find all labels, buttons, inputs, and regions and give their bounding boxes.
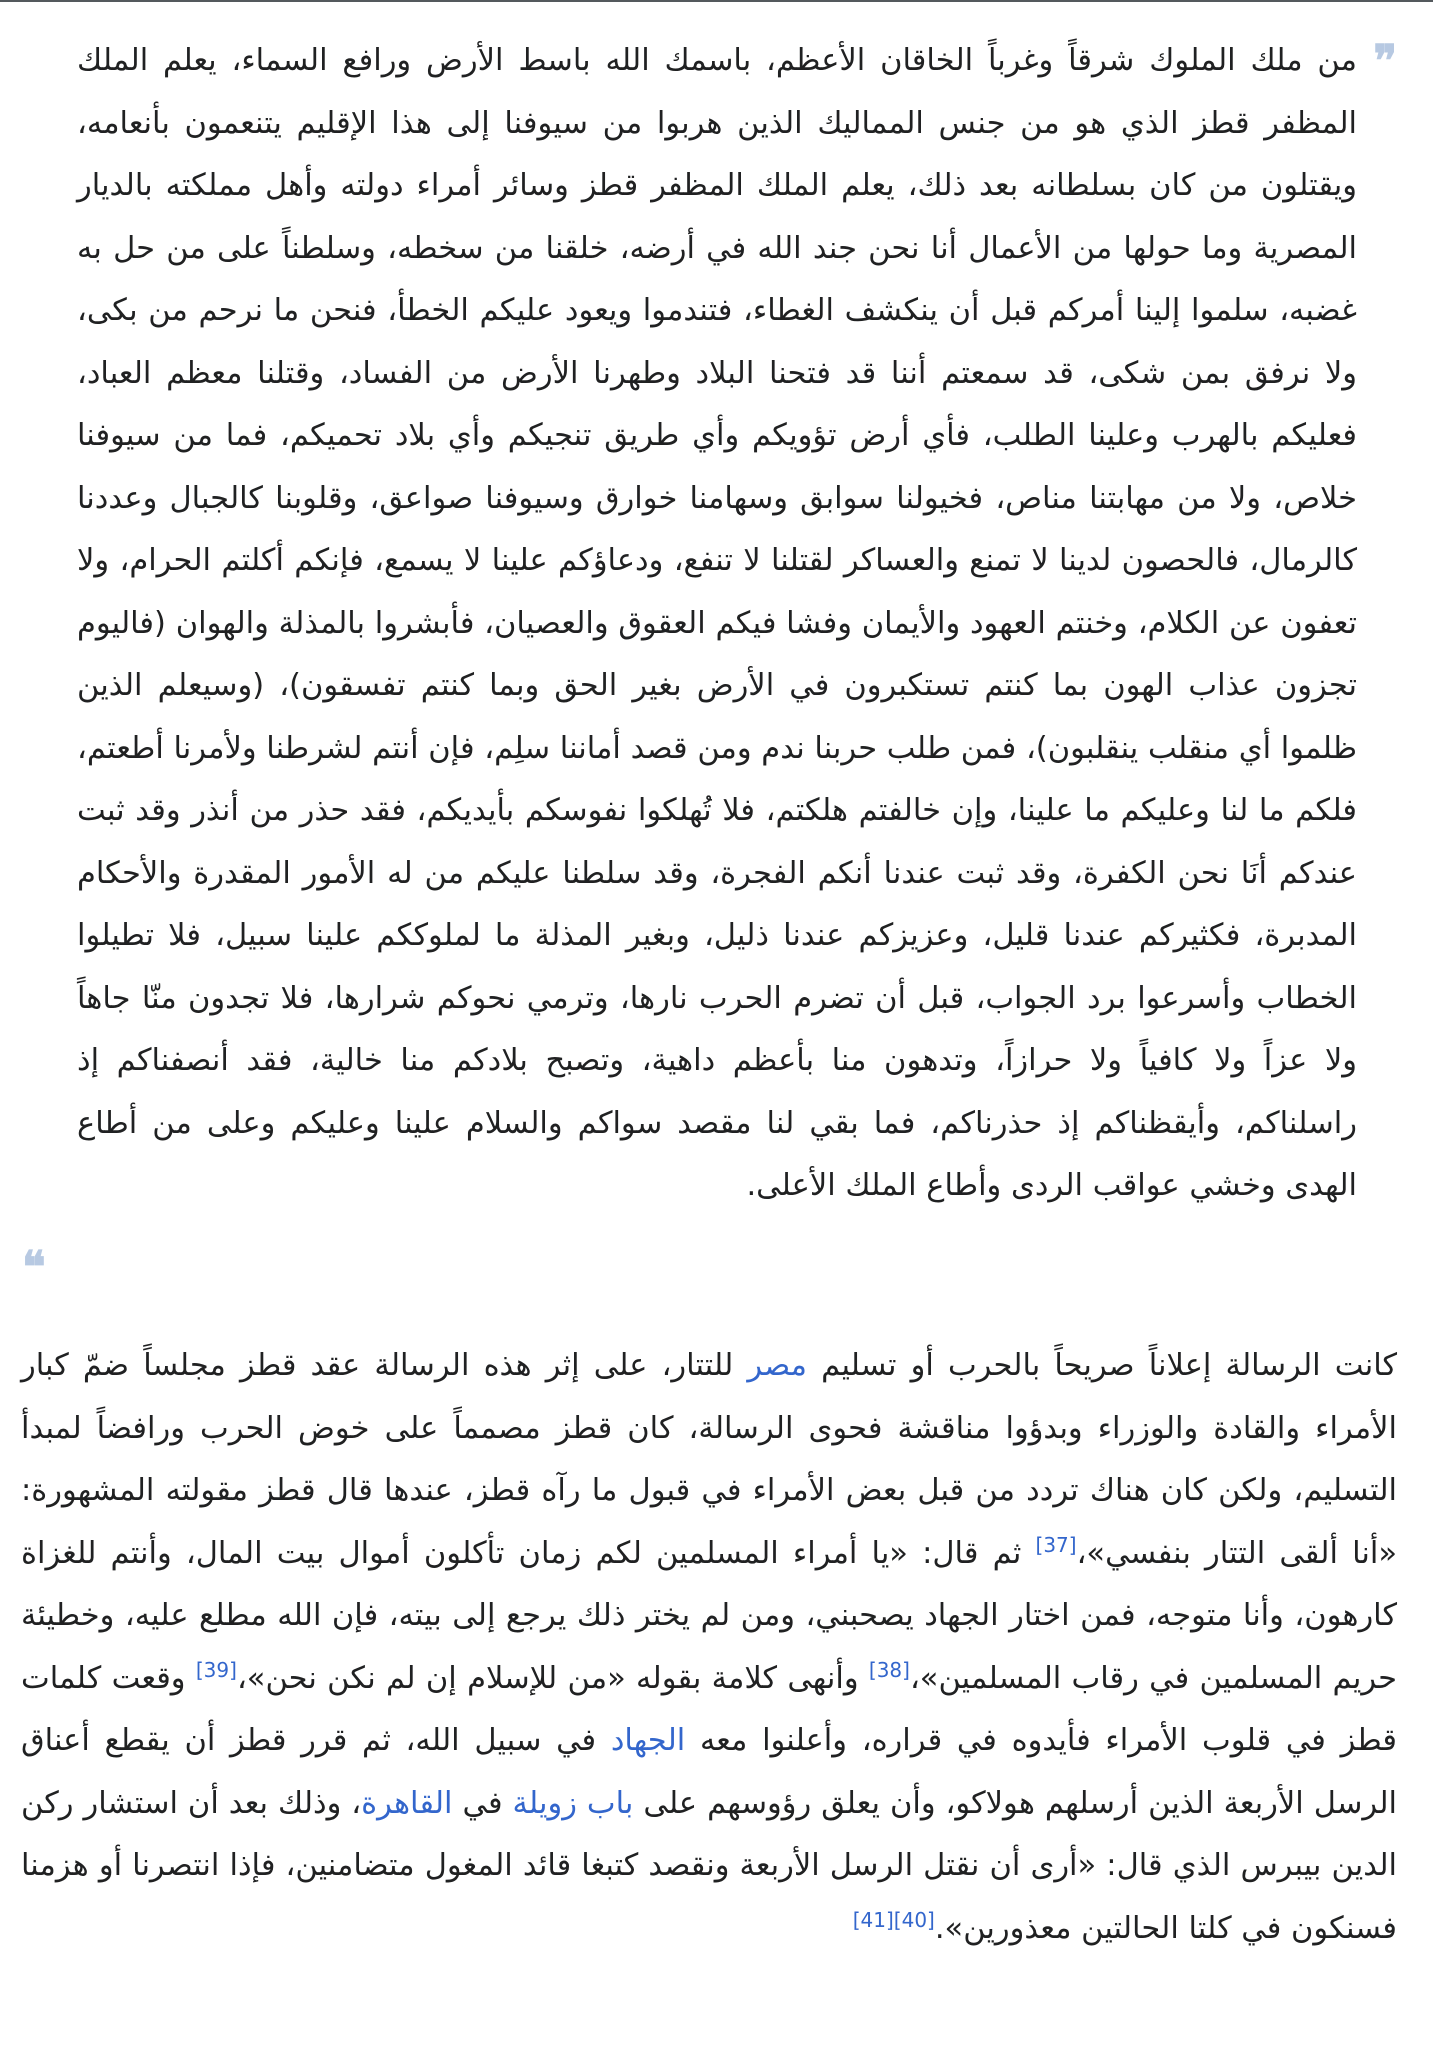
reference-37[interactable]: [37] <box>1035 1532 1077 1557</box>
reference-38[interactable]: [38] <box>868 1657 910 1682</box>
link-misr[interactable]: مصر <box>747 1348 808 1383</box>
paragraph-text: في <box>452 1785 513 1821</box>
paragraph-text: وأنهى كلامة بقوله «من للإسلام إن لم نكن نحن»، <box>236 1660 869 1696</box>
link-bab-zuwayla[interactable]: باب زويلة <box>512 1785 634 1821</box>
reference-39[interactable]: [39] <box>195 1657 237 1682</box>
reference-41[interactable]: [41] <box>852 1907 894 1932</box>
quote-text: من ملك الملوك شرقاً وغرباً الخاقان الأعظم، باسمك الله باسط الأرض ورافع السماء، يعلم الملك المظفر قطز الذي هو من جنس المماليك الذين هربوا من سيوفنا إلى هذا الإقليم يتنعمون بأنعامه، ويقتلون من كان بسلطانه بعد ذلك، يعلم الملك المظفر قطز وسائر أمراء دولته وأهل مملكته بالديار المصرية وما حولها من الأعمال أنا نحن جند الله في أرضه، خلقنا من سخطه، وسلطناً على من حل به غضبه، سلموا إلينا أمركم قبل أن ينكشف الغطاء، فتندموا ويعود عليكم الخطأ، فنحن ما نرحم من بكى، ولا نرفق بمن شكى، قد سمعتم أننا قد فتحنا البلاد وطهرنا الأرض من الفساد، وقتلنا معظم العباد، فعليكم بالهرب وعلينا الطلب، فأي أرض تؤويكم وأي طريق تنجيكم وأي بلاد تحميكم، فما من سيوفنا خلاص، ولا من مهابتنا مناص، فخيولنا سوابق وسهامنا خوارق وسيوفنا صواعق، وقلوبنا كالجبال وعددنا كالرمال، فالحصون لدينا لا تمنع والعساكر لقتلنا لا تنفع، ودعاؤكم علينا لا يسمع، فإنكم أكلتم الحرام، ولا تعفون عن الكلام، وخنتم العهود والأيمان وفشا فيكم العقوق والعصيان، فأبشروا بالمذلة والهوان (فاليوم تجزون عذاب الهون بما كنتم تستكبرون في الأرض بغير الحق وبما كنتم تفسقون)، (وسيعلم الذين ظلموا أي منقلب ينقلبون)، فمن طلب حربنا ندم ومن قصد أماننا سلِم، فإن أنتم لشرطنا ولأمرنا أطعتم، فلكم ما لنا وعليكم ما علينا، وإن خالفتم هلكتم، فلا تُهلكوا نفوسكم بأيديكم، فقد حذر من أنذر وقد ثبت عندكم أنَا نحن الكفرة، وقد ثبت عندنا أنكم الفجرة، وقد سلطنا عليكم من له الأمور المقدرة والأحكام المدبرة، فكثيركم عندنا قليل، وعزيزكم عندنا ذليل، وبغير المذلة ما لملوككم علينا سبيل، فلا تطيلوا الخطاب وأسرعوا برد الجواب، قبل أن تضرم الحرب نارها، وترمي نحوكم شرارها، فلا تجدون منّا جاهاً ولا عزاً ولا كافياً ولا حرازاً، وتدهون منا بأعظم داهية، وتصبح بلادكم منا خالية، فقد أنصفناكم إذ راسلناكم، وأيقظناكم إذ حذرناكم، فما بقي لنا مقصد سواكم والسلام علينا وعليكم وعلى من أطاع الهدى وخشي عواقب الردى وأطاع الملك الأعلى. <box>77 43 1357 1203</box>
paragraph-text: في سبيل الله، ثم قرر قطز أن يقطع أعناق الرسل الأربعة الذين أرسلهم هولاكو، وأن يعلق رؤوسهم على <box>21 1723 1397 1821</box>
blockquote <box>22 30 1397 1293</box>
paragraph-text: وقعت كلمات قطز في قلوب الأمراء فأيدوه في قراره، وأعلنوا معه <box>21 1660 1397 1758</box>
top-divider <box>0 0 1433 2</box>
paragraph-text: ثم قال: «يا أمراء المسلمين لكم زمان تأكلون أموال بيت المال، وأنتم للغزاة كارهون، وأنا متوجه، فمن اختار الجهاد يصحبني، ومن لم يختر ذلك يرجع إلى بيته، فإن الله مطلع عليه، وخطيئة حريم المسلمين في رقاب المسلمين»، <box>21 1535 1397 1696</box>
link-cairo[interactable]: القاهرة <box>361 1785 453 1821</box>
article-paragraph <box>21 1335 1397 1960</box>
reference-40[interactable]: [40] <box>893 1907 935 1932</box>
paragraph-text: ، وذلك بعد أن استشار ركن الدين بيبرس الذي قال: «أرى أن نقتل الرسل الأربعة ونقصد كتبغا قائد المغول متضامنين، فإذا انتصرنا أو هزمنا فسنكون في كلتا الحالتين معذورين». <box>21 1785 1397 1946</box>
open-quote-icon: ❞ <box>1373 36 1397 87</box>
link-jihad[interactable]: الجهاد <box>610 1723 686 1758</box>
paragraph-text: كانت الرسالة إعلاناً صريحاً بالحرب أو تسليم <box>807 1348 1398 1383</box>
paragraph-text: للتتار، على إثر هذه الرسالة عقد قطز مجلساً ضمّ كبار الأمراء والقادة والوزراء وبدؤوا مناقشة فحوى الرسالة، كان قطز مصمماً على خوض الحرب ورافضاً لمبدأ التسليم، ولكن كان هناك تردد من قبل بعض الأمراء في قبول ما رآه قطز، عندها قال قطز مقولته المشهورة: «أنا ألقى التتار بنفسي»، <box>21 1348 1397 1571</box>
close-quote-icon: ❝ <box>22 1242 46 1293</box>
